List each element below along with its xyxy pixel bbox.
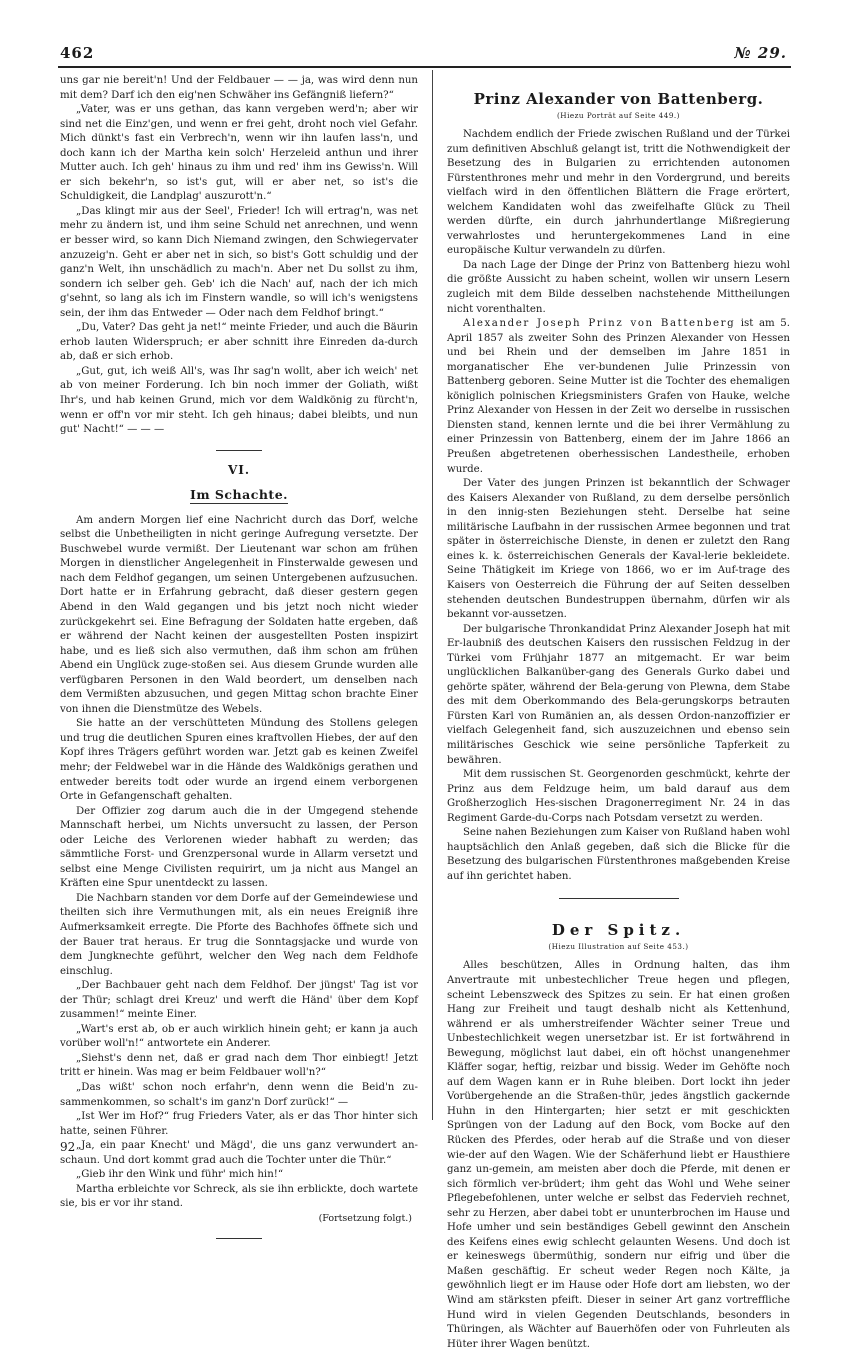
issue-number: № 29. (734, 44, 787, 62)
section-paragraph: „Siehst's denn net, daß er grad nach dem Thor einbiegt! Jetzt tritt er hinein. Was mag er beim Feldbauer woll'n?“ (60, 1052, 418, 1079)
section-title-text: Im Schachte. (189, 486, 289, 502)
article-paragraph: Nachdem endlich der Friede zwischen Rußland und der Türkei zum definitiven Abschluß gelangt ist, tritt die Nothwendigkeit der Besetzung des in Bulgarien zu errichtenden autonomen Fürstenthrones mehr und mehr in den Vordergrund, und bereits vielfach wird in den öffentlichen Blättern die Frage erörtert, welchem Kandidaten wohl das zweifelhafte Glück zu Theil werden dürfte, ein durch jahrhundertlange Mißregierung verwahrlostes und heruntergekommenes Land in eine europäische Kultur verwandeln zu dürfen. (447, 129, 790, 257)
illustration-note: (Hiezu Illustration auf Seite 453.) (548, 942, 689, 952)
story-paragraph: „Das klingt mir aus der Seel', Frieder! Ich will ertrag'n, was net mehr zu ändern ist, und ihm seine Schuld net anrechnen, und wenn er besser wird, so kann Dich Niemand zwingen, den Schwiegervater anzuzeig'n. Geht er aber net in sich, so bist's Gott schuldig und der ganz'n Welt, ihn unschädlich zu mach'n. Aber net Du sollst zu ihm, sondern ich selber geh. Geb' ich die Nach' auf, nach der ich mich g'sehnt, so lang als ich im Finstern wandle, so will ich's wenigstens sein, der ihm das Entweder — Oder nach dem Feldhof bringt.“ (60, 205, 418, 319)
end-rule (216, 1238, 262, 1239)
section-rule (216, 450, 262, 451)
story-paragraph: „Gut, gut, ich weiß All's, was Ihr sag'n wollt, aber ich weich' net ab von meiner Forderung. Ich bin noch immer der Goliath, wißt Ihr's, und hab keinen Grund, mich vor dem Waldkönig zu fürcht'n, wenn er off'n vor mir steht. Ich geh hinaus; dabei bleibts, und nun gut' Nacht!“ — — — (60, 365, 418, 436)
article-paragraph: Der bulgarische Thronkandidat Prinz Alexander Joseph hat mit Er-laubniß des deutschen Kaisers den russischen Feldzug in der Türkei vom Frühjahr 1877 an mitgemacht. Er war beim unglücklichen Balkanüber-gang des Generals Gurko dabei und gehörte später, während der Bela-gerung von Plewna, dem Stabe des mit dem Oberkommando des Bela-gerungskorps betrauten Fürsten Karl von Rumänien an, als dessen Ordon-nanzoffizier er vielfach Gelegenheit fand, sich auszuzeichnen und ebenso sein militärisches Geschick wie seine persönliche Tapferkeit zu bewähren. (447, 623, 790, 766)
article-title-spitz: Der Spitz. (551, 921, 686, 940)
section-numeral: VI. (227, 462, 251, 477)
article-paragraph: Alles beschützen, Alles in Ordnung halten, das ihm Anvertraute mit unbestechlicher Treue hegen und pflegen, scheint Lebenszweck des Spitzes zu sein. Er hat einen großen Hang zur Freiheit und taugt deshalb nicht als Kettenhund, während er als umherstreifender Wächter seiner Treue und Unbestechlichkeit wegen unersetzbar ist. Er ist fortwährend in Bewegung, möglichst laut dabei, ein oft höchst unangenehmer Kläffer sogar, heftig, reizbar und bissig. Weder im Gehöfte noch auf dem Wagen kann er in Ruhe bleiben. Dort lockt ihn jeder Vorübergehende an die Straßen-thür, jedes ängstlich gackernde Huhn in den Hintergarten; hier setzt er mit geschickten Sprüngen von der Ladung auf den Bock, vom Bocke auf den Rücken des Pferdes, oder herab auf die Straße und von dieser wie-der auf den Wagen. Wie der Schäferhund liebt er Hausthiere ganz un-gemein, am meisten aber doch die Pferde, mit denen er sich förmlich ver-brüdert; ihm geht das Wohl und Wehe seiner Pflegebefohlenen, unter welche er selbst das Federvieh rechnet, sehr zu Herzen, aber dabei tobt er ununterbrochen im Hause und Hofe umher und sein beständiges Gebell gewinnt den Anschein des Keifens eines ewig schlecht gelaunten Wesens. Und doch ist er keineswegs übermüthig, sondern nur eifrig und über die Maßen geschäftig. Er scheut weder Regen noch Kälte, ja gewöhnlich liegt er im Hause oder Hofe dort am liebsten, wo der Wind am stärksten pfeift. Dieser in seiner Art ganz vortreffliche Hund wird in vielen Gegenden Deutschlands, besonders in Thüringen, als Wächter auf Bauerhöfen oder von Fuhrleuten als Hüter ihrer Wagen benützt. (447, 960, 790, 1350)
section-paragraph: „Wart's erst ab, ob er auch wirklich hinein geht; er kann ja auch vorüber woll'n!“ antwortete ein Anderer. (60, 1023, 418, 1050)
column-divider (432, 70, 433, 1120)
signature-number: 92 (60, 1140, 76, 1154)
bio-text: ist am 5. April 1857 als zweiter Sohn des Prinzen Alexander von Hessen und bei Rhein und der demselben im Jahre 1851 in morganatischer Ehe ver-bundenen Julie Prinzessin von Battenberg geboren. Seine Mutter ist die Tochter des ehemaligen königlich polnischen Kriegsministers Grafen von Hauke, welche Prinz Alexander von Hessen in der Zeit wo derselbe in russischen Diensten stand, kennen lernte und die bei ihrer Vermählung zu einer Prinzessin von Battenberg, einem der im Jahre 1866 an Preußen abgetretenen oberhessischen Landestheile, erhoben wurde. (447, 318, 791, 475)
section-paragraph: „Ja, ein paar Knecht' und Mägd', die uns ganz verwundert an-schaun. Und dort kommt grad auch die Tochter unter die Thür.“ (60, 1140, 418, 1166)
article-paragraph: Mit dem russischen St. Georgenorden geschmückt, kehrte der Prinz aus dem Feldzuge heim, um bald darauf aus dem Großherzoglich Hes-sischen Dragonerregiment Nr. 24 in das Regiment Garde-du-Corps nach Potsdam versetzt zu werden. (447, 769, 790, 824)
portrait-note: (Hiezu Porträt auf Seite 449.) (557, 111, 680, 120)
story-paragraph: „Vater, was er uns gethan, das kann vergeben werd'n; aber wir sind net die Einz'gen, und wenn er frei geht, droht noch viel Gefahr. Mich dünkt's fast ein Verbrech'n, wenn wir ihn laufen lass'n, und doch kann ich der Martha kein solch' Herzeleid anthun und ihrer Mutter auch. Ich geh' hinaus zu ihm und red' ihm ins Gewiss'n. Will er sich bekehr'n, so ist's gut, will er aber net, so ist's die Schuldigkeit, die Landplag' auszurott'n.“ (60, 104, 418, 203)
section-paragraph: „Der Bachbauer geht nach dem Feldhof. Der jüngst' Tag ist vor der Thür; schlagt drei Kreuz' und werft die Händ' über dem Kopf zusammen!“ meinte Einer. (60, 980, 418, 1021)
story-paragraph: uns gar nie bereit'n! Und der Feldbauer — — ja, was wird denn nun mit dem? Darf ich den eig'nen Schwäher ins Gefängniß liefern?“ (60, 75, 418, 101)
continuation-line (60, 1212, 418, 1227)
article-paragraph (447, 317, 790, 477)
section-paragraph: „Ist Wer im Hof?“ frug Frieders Vater, als er das Thor hinter sich hatte, seinen Führer. (60, 1111, 418, 1137)
bio-name: Alexander Joseph Prinz von Battenberg (463, 318, 736, 330)
continuation-note: (Fortsetzung folgt.) (318, 1212, 412, 1224)
section-paragraph: „Das wißt' schon noch erfahr'n, denn wenn die Beid'n zu-sammenkommen, so schalt's im ganz'n Dorf zurück!“ — (60, 1082, 418, 1108)
article-rule (559, 898, 679, 899)
article-paragraph: Da nach Lage der Dinge der Prinz von Battenberg hiezu wohl die größte Aussicht zu haben scheint, wollen wir unsern Lesern zugleich mit dem Bilde desselben nachstehende Mittheilungen nicht vorenthalten. (447, 259, 790, 315)
section-title (60, 487, 418, 502)
header-rule (58, 66, 791, 68)
section-paragraph: Am andern Morgen lief eine Nachricht durch das Dorf, welche selbst die Unbetheiligten in nicht geringe Aufregung versetzte. Der Buschwebel wurde vermißt. Der Lieutenant war schon am frühen Morgen in dienstlicher Angelegenheit in Finsterwalde gewesen und nach dem Feldhof gegangen, um seinen Untergebenen aufzusuchen. Dort hatte er in Erfahrung gebracht, daß dieser gestern gegen Abend in den Wald gegangen und bis jetzt noch nicht wieder zurückgekehrt sei. Eine Befragung der Soldaten hatte ergeben, daß er während der Nacht keinen der ausgestellten Posten inspizirt habe, und es ließ sich also vermuthen, daß ihm schon am frühen Abend ein Unglück zuge-stoßen sei. Aus diesem Grunde wurden alle verfügbaren Personen in den Wald beordert, um denselben nach dem Vermißten abzusuchen, und gegen Mittag schon brachte Einer von ihnen die Dienstmütze des Webels. (60, 514, 418, 715)
right-column (447, 74, 791, 1350)
page-number: 462 (60, 44, 95, 62)
last-paragraph: Martha erbleichte vor Schreck, als sie ihn erblickte, doch wartete sie, bis er vor ihr stand. (60, 1183, 418, 1210)
article-title-battenberg: Prinz Alexander von Battenberg. (473, 90, 764, 108)
story-paragraph: „Du, Vater? Das geht ja net!“ meinte Frieder, und auch die Bäurin erhob lauten Widerspruch; er aber schnitt ihre Einreden da-durch ab, daß er sich erhob. (60, 322, 418, 363)
section-paragraph: Der Offizier zog darum auch die in der Umgegend stehende Mannschaft herbei, um Nichts unversucht zu lassen, der Person oder Leiche des Verlorenen wieder habhaft zu werden; das sämmtliche Forst- und Grenzpersonal wurde in Allarm versetzt und selbst eine Menge Civilisten requirirt, um ja nicht aus Mangel an Kräften eine Spur unentdeckt zu lassen. (60, 805, 418, 890)
section-paragraph: „Gieb ihr den Wink und führ' mich hin!“ (76, 1169, 284, 1181)
article-paragraph: Der Vater des jungen Prinzen ist bekanntlich der Schwager des Kaisers Alexander von Rußland, zu dem derselbe persönlich in den innig-sten Beziehungen steht. Derselbe hat seine militärische Laufbahn in der russischen Armee begonnen und trat später in österreichische Dienste, in denen er zuletzt den Rang eines k. k. österreichischen Generals der Kaval-lerie bekleidete. Seine Thätigkeit im Kriege von 1866, wo er im Auf-trage des Kaisers von Oesterreich die Führung der auf Seiten desselben stehenden deutschen Bundestruppen übernahm, dürfen wir als bekannt vor-aussetzen. (447, 478, 790, 621)
section-paragraph: Die Nachbarn standen vor dem Dorfe auf der Gemeindewiese und theilten sich ihre Vermuthungen mit, als ein neues Ereigniß ihre Aufmerksamkeit erregte. Die Pforte des Bachhofes öffnete sich und der Bauer trat heraus. Er trug die Sonntagsjacke und wurde von dem Jungknechte geführt, welcher den Weg nach dem Feldhofe einschlug. (60, 892, 418, 977)
article-paragraph: Seine nahen Beziehungen zum Kaiser von Rußland haben wohl hauptsächlich den Anlaß gegeben, daß sich die Blicke für die Besetzung des bulgarischen Fürstenthrones maßgebenden Kreise auf ihn gerichtet haben. (447, 827, 790, 882)
section-paragraph: Sie hatte an der verschütteten Mündung des Stollens gelegen und trug die deutlichen Spuren eines kraftvollen Hiebes, der auf den Kopf ihres Trägers geführt worden war. Jetzt gab es keinen Zweifel mehr; der Feldwebel war in die Hände des Waldkönigs gerathen und entweder bereits todt oder wurde an irgend einem verborgenen Orte in Gefangenschaft gehalten. (60, 718, 418, 803)
